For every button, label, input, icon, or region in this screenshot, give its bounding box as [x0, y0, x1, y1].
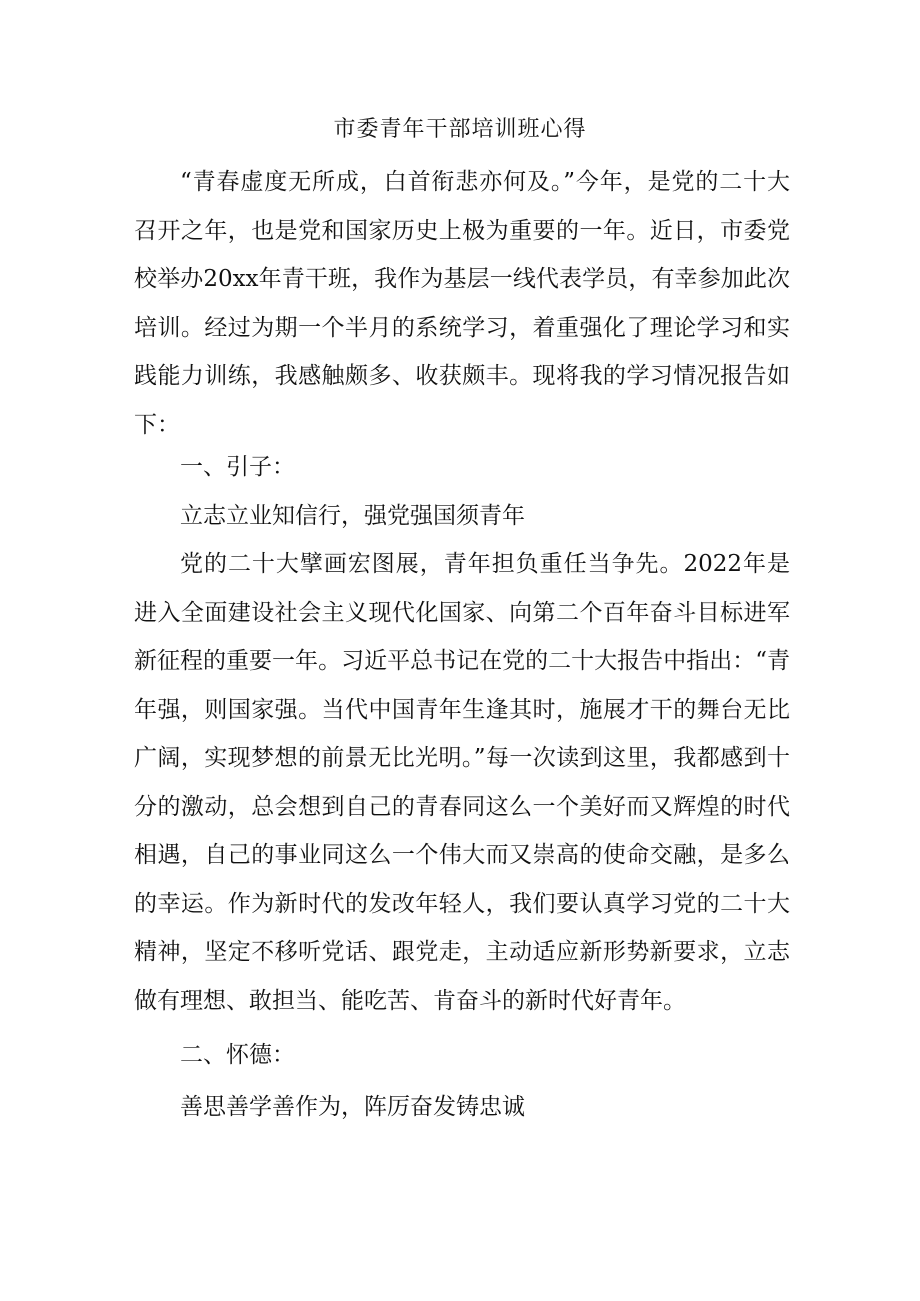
- section-2-heading: 二、怀德：: [180, 1042, 295, 1068]
- document-title: 市委青年干部培训班心得: [333, 117, 587, 142]
- intro-paragraph: “青春虚度无所成，白首衔悲亦何及。”今年，是党的二十大召开之年，也是党和国家历史上极为重要的一年。近日，市委党校举办20xx年青干班，我作为基层一线代表学员，有幸参加此次培训。经过为期一个半月的系统学习，着重强化了理论学习和实践能力训练，我感触颇多、收获颇丰。现将我的学习情况报告如下：: [134, 169, 790, 438]
- section-2-subheading: 善思善学善作为，阵厉奋发铸忠诚: [180, 1094, 525, 1120]
- section-1-subheading: 立志立业知信行，强党强国须青年: [180, 503, 525, 529]
- section-1-paragraph: 党的二十大擘画宏图展，青年担负重任当争先。2022年是进入全面建设社会主义现代化国家、向第二个百年奋斗目标进军新征程的重要一年。习近平总书记在党的二十大报告中指出：“青年强，则国家强。当代中国青年生逢其时，施展才干的舞台无比广阔，实现梦想的前景无比光明。”每一次读到这里，我都感到十分的激动，总会想到自己的青春同这么一个美好而又辉煌的时代相遇，自己的事业同这么一个伟大而又崇高的使命交融，是多么的幸运。作为新时代的发改年轻人，我们要认真学习党的二十大精神，坚定不移听党话、跟党走，主动适应新形势新要求，立志做有理想、敢担当、能吃苦、肯奋斗的新时代好青年。: [134, 551, 790, 1014]
- section-1-heading: 一、引子：: [180, 454, 295, 480]
